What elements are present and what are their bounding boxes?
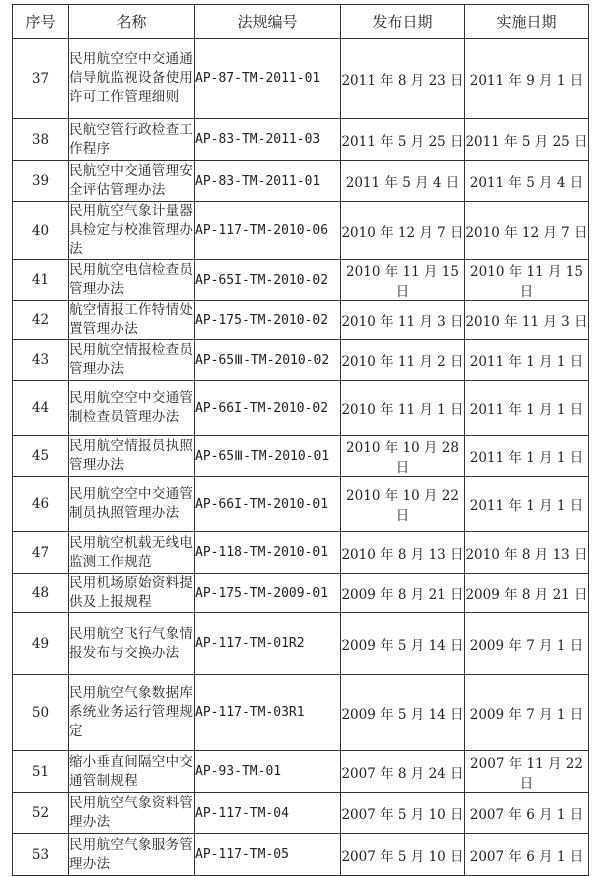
table-row: [13, 834, 589, 876]
row-code: AP-175-TM-2010-02: [195, 301, 341, 340]
row-published: 2010 年 11 月 2 日: [341, 340, 465, 381]
table-row: [13, 202, 589, 260]
row-code: AP-117-TM-03R1: [195, 675, 341, 751]
table-header: [13, 5, 589, 39]
table-body: [13, 39, 589, 876]
row-no: 52: [13, 793, 69, 834]
row-name: 民用航空气象资料管理办法: [69, 793, 195, 834]
row-published: 2011 年 8 月 23 日: [341, 39, 465, 119]
row-no: 43: [13, 340, 69, 381]
header-code: 法规编号: [195, 5, 341, 39]
row-published: 2010 年 11 月 3 日: [341, 301, 465, 340]
row-no: 51: [13, 751, 69, 793]
table-row: [13, 613, 589, 675]
row-name: 民用航空气象数据库系统业务运行管理规定: [69, 675, 195, 751]
row-code: AP-65Ⅲ-TM-2010-02: [195, 340, 341, 381]
row-no: 37: [13, 39, 69, 119]
table-row: [13, 532, 589, 574]
row-no: 45: [13, 436, 69, 477]
row-name: 民用航空电信检查员管理办法: [69, 260, 195, 301]
table-row: [13, 260, 589, 301]
row-name: 民航空中交通管理安全评估管理办法: [69, 161, 195, 202]
row-no: 49: [13, 613, 69, 675]
row-no: 53: [13, 834, 69, 876]
row-no: 46: [13, 477, 69, 532]
row-no: 50: [13, 675, 69, 751]
table-row: [13, 340, 589, 381]
row-published: 2011 年 5 月 4 日: [341, 161, 465, 202]
row-effective: 2011 年 1 月 1 日: [465, 340, 589, 381]
row-effective: 2007 年 6 月 1 日: [465, 834, 589, 876]
row-code: AP-117-TM-05: [195, 834, 341, 876]
row-effective: 2007 年 11 月 22 日: [465, 751, 589, 793]
row-name: 民航空管行政检查工作程序: [69, 119, 195, 161]
header-published: 发布日期: [341, 5, 465, 39]
row-name: 航空情报工作特情处置管理办法: [69, 301, 195, 340]
row-code: AP-175-TM-2009-01: [195, 574, 341, 613]
row-code: AP-93-TM-01: [195, 751, 341, 793]
table-row: [13, 39, 589, 119]
row-name: 民用航空空中交通管制检查员管理办法: [69, 381, 195, 436]
row-published: 2011 年 5 月 25 日: [341, 119, 465, 161]
row-effective: 2010 年 12 月 7 日: [465, 202, 589, 260]
row-no: 41: [13, 260, 69, 301]
row-code: AP-117-TM-01R2: [195, 613, 341, 675]
row-code: AP-117-TM-04: [195, 793, 341, 834]
row-effective: 2010 年 11 月 15 日: [465, 260, 589, 301]
header-no: 序号: [13, 5, 69, 39]
row-published: 2010 年 11 月 15 日: [341, 260, 465, 301]
row-published: 2009 年 5 月 14 日: [341, 675, 465, 751]
row-no: 38: [13, 119, 69, 161]
row-effective: 2011 年 9 月 1 日: [465, 39, 589, 119]
row-name: 民用航空机载无线电监测工作规范: [69, 532, 195, 574]
row-code: AP-65Ⅲ-TM-2010-01: [195, 436, 341, 477]
table-row: [13, 161, 589, 202]
row-name: 民用航空气象服务管理办法: [69, 834, 195, 876]
row-name: 民用航空气象计量器具检定与校准管理办法: [69, 202, 195, 260]
row-effective: 2011 年 5 月 4 日: [465, 161, 589, 202]
row-name: 民用航空情报员执照管理办法: [69, 436, 195, 477]
row-code: AP-117-TM-2010-06: [195, 202, 341, 260]
table-row: [13, 119, 589, 161]
row-effective: 2010 年 11 月 3 日: [465, 301, 589, 340]
row-code: AP-66I-TM-2010-02: [195, 381, 341, 436]
row-effective: 2009 年 7 月 1 日: [465, 675, 589, 751]
row-name: 民用航空情报检查员管理办法: [69, 340, 195, 381]
table-row: [13, 675, 589, 751]
row-effective: 2011 年 1 月 1 日: [465, 436, 589, 477]
row-effective: 2011 年 1 月 1 日: [465, 381, 589, 436]
table-row: [13, 751, 589, 793]
row-code: AP-65I-TM-2010-02: [195, 260, 341, 301]
row-name: 缩小垂直间隔空中交通管制规程: [69, 751, 195, 793]
row-published: 2007 年 5 月 10 日: [341, 793, 465, 834]
row-effective: 2007 年 6 月 1 日: [465, 793, 589, 834]
row-published: 2010 年 11 月 1 日: [341, 381, 465, 436]
row-name: 民用机场原始资料提供及上报规程: [69, 574, 195, 613]
regulations-table: [12, 4, 589, 876]
row-no: 44: [13, 381, 69, 436]
table-row: [13, 301, 589, 340]
table-row: [13, 381, 589, 436]
row-effective: 2009 年 8 月 21 日: [465, 574, 589, 613]
row-no: 47: [13, 532, 69, 574]
row-code: AP-66I-TM-2010-01: [195, 477, 341, 532]
row-effective: 2011 年 1 月 1 日: [465, 477, 589, 532]
row-code: AP-87-TM-2011-01: [195, 39, 341, 119]
row-no: 39: [13, 161, 69, 202]
row-published: 2009 年 5 月 14 日: [341, 613, 465, 675]
row-name: 民用航空飞行气象情报发布与交换办法: [69, 613, 195, 675]
row-published: 2010 年 10 月 28 日: [341, 436, 465, 477]
row-effective: 2011 年 5 月 25 日: [465, 119, 589, 161]
regulations-sheet: [12, 4, 588, 876]
row-effective: 2010 年 8 月 13 日: [465, 532, 589, 574]
table-row: [13, 436, 589, 477]
row-code: AP-83-TM-2011-03: [195, 119, 341, 161]
row-published: 2010 年 8 月 13 日: [341, 532, 465, 574]
row-published: 2007 年 5 月 10 日: [341, 834, 465, 876]
row-code: AP-83-TM-2011-01: [195, 161, 341, 202]
row-no: 48: [13, 574, 69, 613]
table-row: [13, 793, 589, 834]
table-row: [13, 477, 589, 532]
row-name: 民用航空空中交通管制员执照管理办法: [69, 477, 195, 532]
table-row: [13, 574, 589, 613]
row-name: 民用航空空中交通通信导航监视设备使用许可工作管理细则: [69, 39, 195, 119]
header-effective: 实施日期: [465, 5, 589, 39]
header-row: [13, 5, 589, 39]
row-published: 2009 年 8 月 21 日: [341, 574, 465, 613]
row-code: AP-118-TM-2010-01: [195, 532, 341, 574]
header-name: 名称: [69, 5, 195, 39]
row-published: 2007 年 8 月 24 日: [341, 751, 465, 793]
row-effective: 2009 年 7 月 1 日: [465, 613, 589, 675]
row-no: 42: [13, 301, 69, 340]
row-published: 2010 年 12 月 7 日: [341, 202, 465, 260]
row-published: 2010 年 10 月 22 日: [341, 477, 465, 532]
row-no: 40: [13, 202, 69, 260]
